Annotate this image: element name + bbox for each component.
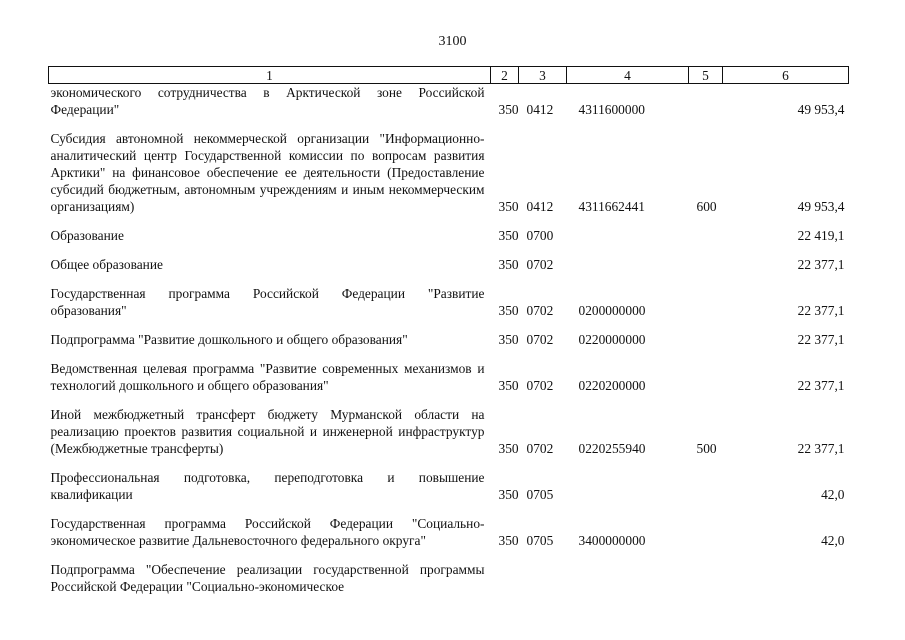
amount-cell: 49 953,4 [797, 199, 845, 214]
target-item-code-cell: 0220200000 [578, 378, 646, 393]
budget-table [48, 66, 849, 595]
row-spacer [49, 319, 849, 331]
row-name-cell: Общее образование [50, 257, 163, 272]
section-code-cell: 0700 [526, 228, 554, 243]
expense-type-code-cell: 500 [696, 441, 717, 456]
table-row [49, 256, 849, 273]
expense-type-code-cell [689, 561, 723, 595]
target-item-code-cell: 4311662441 [578, 199, 645, 214]
section-code-cell: 0702 [526, 257, 554, 272]
target-item-code-cell: 4311600000 [578, 102, 645, 117]
section-code-cell: 0705 [526, 533, 554, 548]
amount-cell: 49 953,4 [797, 102, 845, 117]
chief-manager-code-cell [491, 561, 519, 595]
row-spacer [49, 215, 849, 227]
target-item-code-cell: 0200000000 [578, 303, 646, 318]
table-row [49, 285, 849, 319]
chief-manager-code-cell: 350 [498, 533, 519, 548]
column-header: 2 [491, 67, 519, 84]
chief-manager-code-cell: 350 [498, 257, 519, 272]
column-header: 4 [567, 67, 689, 84]
row-name-cell: Образование [50, 228, 124, 243]
row-name-cell: Подпрограмма "Обеспечение реализации государственной программы Российской Федерации "Социально-экономическое [50, 562, 485, 594]
row-spacer [49, 244, 849, 256]
section-code-cell: 0702 [526, 303, 554, 318]
table-row [49, 406, 849, 457]
section-code-cell [519, 561, 567, 595]
table-row [49, 515, 849, 549]
target-item-code-cell: 3400000000 [578, 533, 646, 548]
row-name-cell: Подпрограмма "Развитие дошкольного и общего образования" [50, 332, 408, 347]
row-spacer [49, 549, 849, 561]
chief-manager-code-cell: 350 [498, 228, 519, 243]
chief-manager-code-cell: 350 [498, 441, 519, 456]
target-item-code-cell [567, 227, 689, 244]
table-row [49, 469, 849, 503]
section-code-cell: 0412 [526, 102, 554, 117]
amount-cell: 42,0 [821, 533, 845, 548]
row-spacer [49, 273, 849, 285]
column-number-row [49, 67, 849, 84]
chief-manager-code-cell: 350 [498, 487, 519, 502]
column-header: 3 [519, 67, 567, 84]
amount-cell: 42,0 [821, 487, 845, 502]
table-row [49, 227, 849, 244]
amount-cell: 22 377,1 [797, 332, 845, 347]
expense-type-code-cell [689, 84, 723, 119]
target-item-code-cell: 0220000000 [578, 332, 646, 347]
amount-cell: 22 377,1 [797, 303, 845, 318]
section-code-cell: 0705 [526, 487, 554, 502]
row-spacer [49, 457, 849, 469]
row-name-cell: Иной межбюджетный трансферт бюджету Мурманской области на реализацию проектов развития социальной и инженерной инфраструктур (Межбюджетные трансферты) [50, 407, 485, 456]
section-code-cell: 0412 [526, 199, 554, 214]
column-header: 1 [49, 67, 491, 84]
table-row [49, 130, 849, 215]
table-row [49, 561, 849, 595]
table-row [49, 84, 849, 119]
section-code-cell: 0702 [526, 332, 554, 347]
column-header: 6 [723, 67, 849, 84]
amount-cell: 22 377,1 [797, 378, 845, 393]
amount-cell: 22 377,1 [797, 441, 845, 456]
target-item-code-cell: 0220255940 [578, 441, 646, 456]
page-number: 3100 [438, 34, 467, 49]
table-row [49, 331, 849, 348]
chief-manager-code-cell: 350 [498, 378, 519, 393]
section-code-cell: 0702 [526, 378, 554, 393]
expense-type-code-cell [689, 256, 723, 273]
row-name-cell: Профессиональная подготовка, переподготовка и повышение квалификации [50, 470, 485, 502]
expense-type-code-cell [689, 285, 723, 319]
amount-cell [723, 561, 849, 595]
chief-manager-code-cell: 350 [498, 303, 519, 318]
target-item-code-cell [567, 256, 689, 273]
target-item-code-cell [567, 561, 689, 595]
chief-manager-code-cell: 350 [498, 332, 519, 347]
amount-cell: 22 377,1 [797, 257, 845, 272]
row-spacer [49, 348, 849, 360]
row-name-cell: экономического сотрудничества в Арктической зоне Российской Федерации" [50, 85, 485, 117]
expense-type-code-cell [689, 469, 723, 503]
expense-type-code-cell [689, 515, 723, 549]
row-name-cell: Государственная программа Российской Федерации "Социально-экономическое развитие Дальневосточного федерального округа" [50, 516, 485, 548]
expense-type-code-cell [689, 331, 723, 348]
expense-type-code-cell [689, 227, 723, 244]
expense-type-code-cell: 600 [696, 199, 717, 214]
row-name-cell: Субсидия автономной некоммерческой организации "Информационно-аналитический центр Государственной комиссии по вопросам развития Арктики" на финансовое обеспечение ее деятельности (Предоставление субсидий бюджетным, автономным учреждениям и иным некоммерческим организациям) [50, 131, 485, 214]
chief-manager-code-cell: 350 [498, 199, 519, 214]
row-name-cell: Ведомственная целевая программа "Развитие современных механизмов и технологий дошкольного и общего образования" [50, 361, 485, 393]
row-spacer [49, 394, 849, 406]
chief-manager-code-cell: 350 [498, 102, 519, 117]
amount-cell: 22 419,1 [797, 228, 845, 243]
row-spacer [49, 503, 849, 515]
expense-type-code-cell [689, 360, 723, 394]
row-name-cell: Государственная программа Российской Федерации "Развитие образования" [50, 286, 485, 318]
section-code-cell: 0702 [526, 441, 554, 456]
column-header: 5 [689, 67, 723, 84]
target-item-code-cell [567, 469, 689, 503]
row-spacer [49, 118, 849, 130]
table-row [49, 360, 849, 394]
